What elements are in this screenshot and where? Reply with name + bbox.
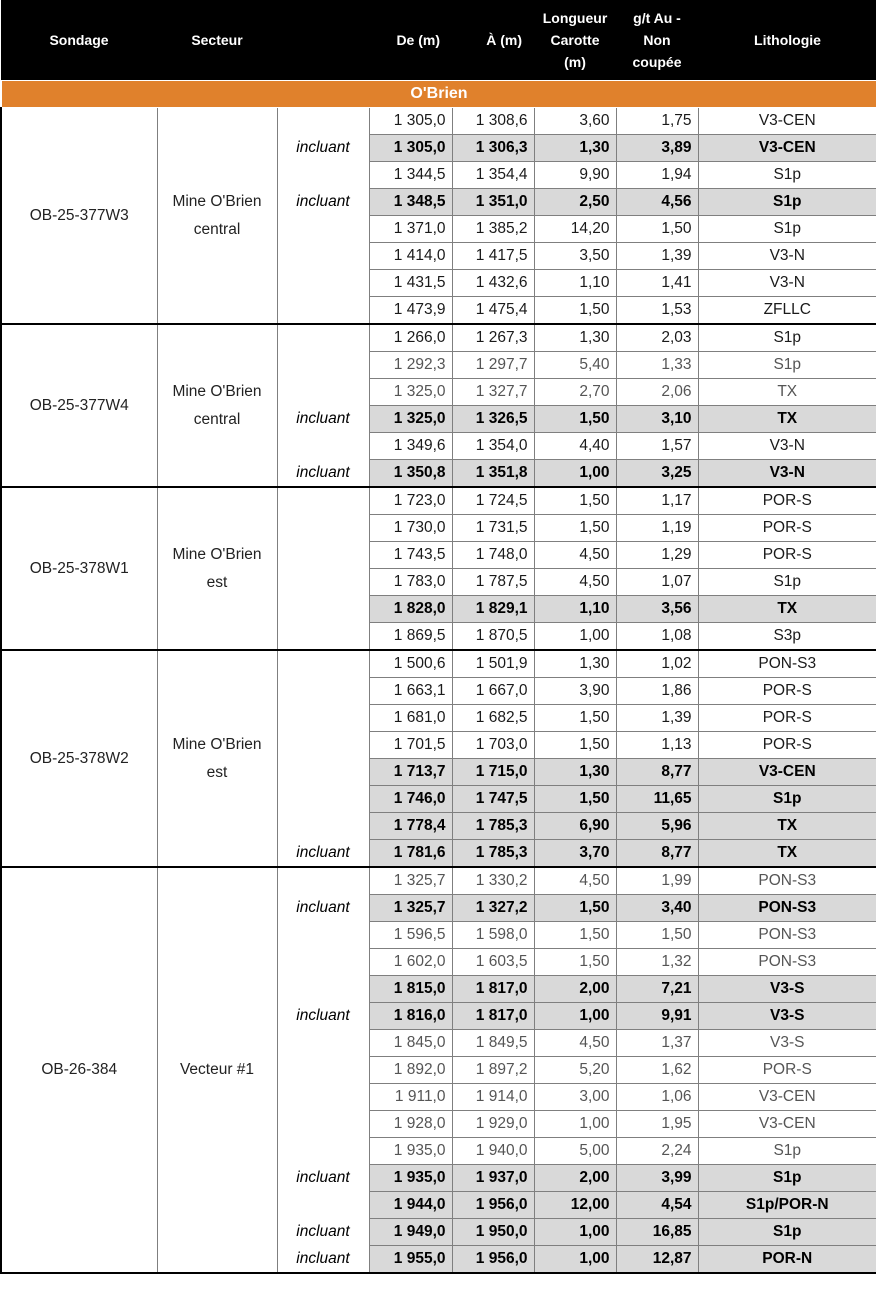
lithology-value: S1p — [698, 162, 876, 189]
lithology-value: ZFLLC — [698, 297, 876, 325]
length-value: 4,50 — [534, 1030, 616, 1057]
length-value: 1,00 — [534, 1003, 616, 1030]
secteur-line2: central — [193, 410, 241, 428]
incluant-label: incluant — [277, 189, 369, 216]
lithology-value: POR-S — [698, 515, 876, 542]
de-value: 1 414,0 — [369, 243, 452, 270]
grade-value: 12,87 — [616, 1246, 698, 1274]
grade-value: 1,99 — [616, 867, 698, 895]
incluant-label — [277, 705, 369, 732]
de-value: 1 349,6 — [369, 433, 452, 460]
secteur-line2: est — [206, 763, 228, 781]
grade-value: 5,96 — [616, 813, 698, 840]
grade-value: 1,62 — [616, 1057, 698, 1084]
grade-value: 1,19 — [616, 515, 698, 542]
length-value: 1,00 — [534, 1111, 616, 1138]
grade-value: 1,29 — [616, 542, 698, 569]
a-value: 1 501,9 — [452, 650, 534, 678]
length-value: 3,90 — [534, 678, 616, 705]
lithology-value: S1p — [698, 324, 876, 352]
length-value: 3,60 — [534, 108, 616, 135]
lithology-value: V3-N — [698, 460, 876, 488]
de-value: 1 869,5 — [369, 623, 452, 651]
incluant-label — [277, 596, 369, 623]
grade-value: 2,03 — [616, 324, 698, 352]
length-value: 5,40 — [534, 352, 616, 379]
incluant-label — [277, 216, 369, 243]
grade-value: 3,40 — [616, 895, 698, 922]
a-value: 1 297,7 — [452, 352, 534, 379]
header-gt-line2: Non — [643, 32, 671, 48]
secteur-cell — [157, 487, 277, 650]
header-secteur: Secteur — [157, 0, 277, 81]
header-longueur-line2: Carotte — [550, 32, 600, 48]
length-value: 1,10 — [534, 596, 616, 623]
lithology-value: POR-S — [698, 732, 876, 759]
grade-value: 1,02 — [616, 650, 698, 678]
lithology-value: V3-S — [698, 976, 876, 1003]
incluant-label — [277, 379, 369, 406]
incluant-label — [277, 162, 369, 189]
lithology-value: TX — [698, 840, 876, 868]
grade-value: 1,41 — [616, 270, 698, 297]
de-value: 1 473,9 — [369, 297, 452, 325]
lithology-value: POR-S — [698, 678, 876, 705]
lithology-value: S1p/POR-N — [698, 1192, 876, 1219]
de-value: 1 371,0 — [369, 216, 452, 243]
incluant-label: incluant — [277, 895, 369, 922]
a-value: 1 817,0 — [452, 1003, 534, 1030]
sondage-cell: OB-25-377W3 — [1, 108, 157, 325]
header-row — [1, 0, 876, 81]
a-value: 1 849,5 — [452, 1030, 534, 1057]
length-value: 6,90 — [534, 813, 616, 840]
lithology-value: PON-S3 — [698, 650, 876, 678]
length-value: 3,50 — [534, 243, 616, 270]
length-value: 1,50 — [534, 705, 616, 732]
secteur-line2: central — [193, 220, 241, 238]
incluant-label — [277, 324, 369, 352]
de-value: 1 325,0 — [369, 379, 452, 406]
a-value: 1 351,0 — [452, 189, 534, 216]
table-row — [1, 108, 876, 135]
grade-value: 8,77 — [616, 759, 698, 786]
grade-value: 3,25 — [616, 460, 698, 488]
lithology-value: PON-S3 — [698, 895, 876, 922]
grade-value: 11,65 — [616, 786, 698, 813]
de-value: 1 344,5 — [369, 162, 452, 189]
a-value: 1 667,0 — [452, 678, 534, 705]
grade-value: 1,33 — [616, 352, 698, 379]
length-value: 1,50 — [534, 949, 616, 976]
lithology-value: TX — [698, 596, 876, 623]
length-value: 5,00 — [534, 1138, 616, 1165]
incluant-label — [277, 922, 369, 949]
a-value: 1 354,4 — [452, 162, 534, 189]
a-value: 1 267,3 — [452, 324, 534, 352]
sondage-cell: OB-26-384 — [1, 867, 157, 1273]
de-value: 1 713,7 — [369, 759, 452, 786]
de-value: 1 596,5 — [369, 922, 452, 949]
incluant-label — [277, 569, 369, 596]
incluant-label — [277, 1138, 369, 1165]
grade-value: 16,85 — [616, 1219, 698, 1246]
secteur-cell — [157, 324, 277, 487]
secteur-cell — [157, 650, 277, 867]
incluant-label: incluant — [277, 406, 369, 433]
grade-value: 1,86 — [616, 678, 698, 705]
incluant-label — [277, 732, 369, 759]
lithology-value: S1p — [698, 1138, 876, 1165]
length-value: 4,40 — [534, 433, 616, 460]
a-value: 1 785,3 — [452, 840, 534, 868]
lithology-value: V3-CEN — [698, 135, 876, 162]
grade-value: 1,07 — [616, 569, 698, 596]
secteur-cell — [157, 867, 277, 1273]
header-longueur — [534, 0, 616, 81]
de-value: 1 730,0 — [369, 515, 452, 542]
grade-value: 1,57 — [616, 433, 698, 460]
de-value: 1 701,5 — [369, 732, 452, 759]
header-de: De (m) — [369, 0, 452, 81]
secteur-line1: Mine O'Brien — [172, 735, 262, 753]
incluant-label — [277, 515, 369, 542]
a-value: 1 475,4 — [452, 297, 534, 325]
de-value: 1 325,7 — [369, 867, 452, 895]
lithology-value: POR-N — [698, 1246, 876, 1274]
secteur-line2: est — [206, 573, 228, 591]
table-row — [1, 487, 876, 515]
lithology-value: POR-S — [698, 487, 876, 515]
incluant-label — [277, 433, 369, 460]
a-value: 1 682,5 — [452, 705, 534, 732]
grade-value: 2,06 — [616, 379, 698, 406]
lithology-value: TX — [698, 379, 876, 406]
de-value: 1 746,0 — [369, 786, 452, 813]
de-value: 1 928,0 — [369, 1111, 452, 1138]
grade-value: 1,39 — [616, 705, 698, 732]
length-value: 2,50 — [534, 189, 616, 216]
grade-value: 3,10 — [616, 406, 698, 433]
lithology-value: PON-S3 — [698, 867, 876, 895]
grade-value: 9,91 — [616, 1003, 698, 1030]
a-value: 1 956,0 — [452, 1192, 534, 1219]
incluant-label: incluant — [277, 135, 369, 162]
a-value: 1 748,0 — [452, 542, 534, 569]
lithology-value: POR-S — [698, 705, 876, 732]
de-value: 1 500,6 — [369, 650, 452, 678]
a-value: 1 603,5 — [452, 949, 534, 976]
lithology-value: TX — [698, 813, 876, 840]
a-value: 1 929,0 — [452, 1111, 534, 1138]
incluant-label — [277, 786, 369, 813]
length-value: 1,30 — [534, 324, 616, 352]
length-value: 1,30 — [534, 759, 616, 786]
incluant-label — [277, 270, 369, 297]
incluant-label — [277, 487, 369, 515]
length-value: 14,20 — [534, 216, 616, 243]
lithology-value: S1p — [698, 1165, 876, 1192]
de-value: 1 949,0 — [369, 1219, 452, 1246]
lithology-value: S1p — [698, 786, 876, 813]
incluant-label — [277, 623, 369, 651]
incluant-label — [277, 1192, 369, 1219]
incluant-label — [277, 1111, 369, 1138]
de-value: 1 781,6 — [369, 840, 452, 868]
secteur-line1: Mine O'Brien — [172, 545, 262, 563]
grade-value: 1,95 — [616, 1111, 698, 1138]
incluant-label: incluant — [277, 1219, 369, 1246]
incluant-label: incluant — [277, 1165, 369, 1192]
grade-value: 1,50 — [616, 216, 698, 243]
length-value: 4,50 — [534, 569, 616, 596]
de-value: 1 602,0 — [369, 949, 452, 976]
grade-value: 1,06 — [616, 1084, 698, 1111]
a-value: 1 914,0 — [452, 1084, 534, 1111]
header-a: À (m) — [452, 0, 534, 81]
de-value: 1 892,0 — [369, 1057, 452, 1084]
grade-value: 1,32 — [616, 949, 698, 976]
length-value: 1,50 — [534, 297, 616, 325]
lithology-value: S1p — [698, 1219, 876, 1246]
incluant-label — [277, 678, 369, 705]
lithology-value: V3-CEN — [698, 759, 876, 786]
lithology-value: S3p — [698, 623, 876, 651]
lithology-value: TX — [698, 406, 876, 433]
length-value: 1,00 — [534, 1246, 616, 1274]
de-value: 1 955,0 — [369, 1246, 452, 1274]
grade-value: 1,08 — [616, 623, 698, 651]
secteur-line1: Vecteur #1 — [179, 1061, 255, 1078]
de-value: 1 828,0 — [369, 596, 452, 623]
lithology-value: PON-S3 — [698, 949, 876, 976]
a-value: 1 956,0 — [452, 1246, 534, 1274]
incluant-label — [277, 1057, 369, 1084]
incluant-label — [277, 352, 369, 379]
grade-value: 8,77 — [616, 840, 698, 868]
a-value: 1 897,2 — [452, 1057, 534, 1084]
header-sondage: Sondage — [1, 0, 157, 81]
header-gt-au — [616, 0, 698, 81]
incluant-label: incluant — [277, 1246, 369, 1274]
incluant-label — [277, 1084, 369, 1111]
header-lithologie: Lithologie — [698, 0, 876, 81]
length-value: 12,00 — [534, 1192, 616, 1219]
lithology-value: V3-CEN — [698, 108, 876, 135]
grade-value: 1,13 — [616, 732, 698, 759]
grade-value: 7,21 — [616, 976, 698, 1003]
incluant-label — [277, 976, 369, 1003]
lithology-value: S1p — [698, 569, 876, 596]
de-value: 1 350,8 — [369, 460, 452, 488]
length-value: 4,50 — [534, 867, 616, 895]
incluant-label — [277, 297, 369, 325]
a-value: 1 354,0 — [452, 433, 534, 460]
a-value: 1 351,8 — [452, 460, 534, 488]
length-value: 3,70 — [534, 840, 616, 868]
table-row — [1, 324, 876, 352]
incluant-label — [277, 650, 369, 678]
lithology-value: V3-S — [698, 1030, 876, 1057]
length-value: 2,70 — [534, 379, 616, 406]
incluant-label — [277, 1030, 369, 1057]
incluant-label — [277, 542, 369, 569]
length-value: 2,00 — [534, 1165, 616, 1192]
header-longueur-line3: (m) — [564, 54, 586, 70]
grade-value: 1,39 — [616, 243, 698, 270]
de-value: 1 266,0 — [369, 324, 452, 352]
sondage-cell: OB-25-377W4 — [1, 324, 157, 487]
grade-value: 1,17 — [616, 487, 698, 515]
length-value: 1,30 — [534, 650, 616, 678]
de-value: 1 783,0 — [369, 569, 452, 596]
grade-value: 4,54 — [616, 1192, 698, 1219]
grade-value: 3,99 — [616, 1165, 698, 1192]
a-value: 1 747,5 — [452, 786, 534, 813]
header-longueur-line1: Longueur — [542, 10, 608, 26]
incluant-label: incluant — [277, 1003, 369, 1030]
length-value: 1,50 — [534, 487, 616, 515]
secteur-cell — [157, 108, 277, 325]
grade-value: 1,94 — [616, 162, 698, 189]
de-value: 1 935,0 — [369, 1165, 452, 1192]
lithology-value: V3-CEN — [698, 1111, 876, 1138]
de-value: 1 743,5 — [369, 542, 452, 569]
length-value: 3,00 — [534, 1084, 616, 1111]
de-value: 1 815,0 — [369, 976, 452, 1003]
a-value: 1 417,5 — [452, 243, 534, 270]
length-value: 1,50 — [534, 922, 616, 949]
de-value: 1 778,4 — [369, 813, 452, 840]
sector-row — [1, 81, 876, 108]
a-value: 1 715,0 — [452, 759, 534, 786]
incluant-label: incluant — [277, 840, 369, 868]
table-row — [1, 650, 876, 678]
length-value: 1,30 — [534, 135, 616, 162]
table-row — [1, 867, 876, 895]
grade-value: 2,24 — [616, 1138, 698, 1165]
a-value: 1 731,5 — [452, 515, 534, 542]
de-value: 1 325,7 — [369, 895, 452, 922]
grade-value: 1,53 — [616, 297, 698, 325]
de-value: 1 663,1 — [369, 678, 452, 705]
lithology-value: V3-N — [698, 243, 876, 270]
a-value: 1 306,3 — [452, 135, 534, 162]
a-value: 1 330,2 — [452, 867, 534, 895]
a-value: 1 385,2 — [452, 216, 534, 243]
secteur-line1: Mine O'Brien — [172, 192, 262, 210]
de-value: 1 944,0 — [369, 1192, 452, 1219]
a-value: 1 950,0 — [452, 1219, 534, 1246]
incluant-label — [277, 108, 369, 135]
header-gt-line1: g/t Au - — [633, 10, 681, 26]
incluant-label: incluant — [277, 460, 369, 488]
grade-value: 4,56 — [616, 189, 698, 216]
lithology-value: V3-N — [698, 433, 876, 460]
de-value: 1 911,0 — [369, 1084, 452, 1111]
a-value: 1 817,0 — [452, 976, 534, 1003]
header-gt-line3: coupée — [632, 54, 682, 70]
a-value: 1 940,0 — [452, 1138, 534, 1165]
length-value: 1,00 — [534, 1219, 616, 1246]
incluant-label — [277, 243, 369, 270]
sondage-cell: OB-25-378W1 — [1, 487, 157, 650]
length-value: 1,00 — [534, 460, 616, 488]
length-value: 2,00 — [534, 976, 616, 1003]
a-value: 1 326,5 — [452, 406, 534, 433]
grade-value: 1,50 — [616, 922, 698, 949]
lithology-value: PON-S3 — [698, 922, 876, 949]
lithology-value: V3-N — [698, 270, 876, 297]
grade-value: 3,56 — [616, 596, 698, 623]
lithology-value: V3-S — [698, 1003, 876, 1030]
length-value: 5,20 — [534, 1057, 616, 1084]
lithology-value: V3-CEN — [698, 1084, 876, 1111]
a-value: 1 598,0 — [452, 922, 534, 949]
length-value: 1,00 — [534, 623, 616, 651]
incluant-label — [277, 949, 369, 976]
a-value: 1 432,6 — [452, 270, 534, 297]
length-value: 9,90 — [534, 162, 616, 189]
header-blank — [277, 0, 369, 81]
sondage-cell: OB-25-378W2 — [1, 650, 157, 867]
de-value: 1 305,0 — [369, 108, 452, 135]
sector-label: O'Brien — [1, 81, 876, 108]
de-value: 1 431,5 — [369, 270, 452, 297]
de-value: 1 348,5 — [369, 189, 452, 216]
lithology-value: S1p — [698, 189, 876, 216]
length-value: 1,50 — [534, 732, 616, 759]
lithology-value: POR-S — [698, 1057, 876, 1084]
de-value: 1 723,0 — [369, 487, 452, 515]
a-value: 1 308,6 — [452, 108, 534, 135]
a-value: 1 703,0 — [452, 732, 534, 759]
a-value: 1 937,0 — [452, 1165, 534, 1192]
length-value: 1,50 — [534, 786, 616, 813]
length-value: 1,50 — [534, 515, 616, 542]
grade-value: 1,75 — [616, 108, 698, 135]
a-value: 1 724,5 — [452, 487, 534, 515]
de-value: 1 816,0 — [369, 1003, 452, 1030]
incluant-label — [277, 867, 369, 895]
incluant-label — [277, 759, 369, 786]
a-value: 1 870,5 — [452, 623, 534, 651]
lithology-value: POR-S — [698, 542, 876, 569]
lithology-value: S1p — [698, 352, 876, 379]
length-value: 1,50 — [534, 406, 616, 433]
incluant-label — [277, 813, 369, 840]
a-value: 1 787,5 — [452, 569, 534, 596]
de-value: 1 935,0 — [369, 1138, 452, 1165]
grade-value: 3,89 — [616, 135, 698, 162]
lithology-value: S1p — [698, 216, 876, 243]
length-value: 1,50 — [534, 895, 616, 922]
de-value: 1 845,0 — [369, 1030, 452, 1057]
grade-value: 1,37 — [616, 1030, 698, 1057]
de-value: 1 681,0 — [369, 705, 452, 732]
secteur-line1: Mine O'Brien — [172, 382, 262, 400]
de-value: 1 292,3 — [369, 352, 452, 379]
length-value: 1,10 — [534, 270, 616, 297]
a-value: 1 327,7 — [452, 379, 534, 406]
a-value: 1 327,2 — [452, 895, 534, 922]
de-value: 1 325,0 — [369, 406, 452, 433]
a-value: 1 829,1 — [452, 596, 534, 623]
a-value: 1 785,3 — [452, 813, 534, 840]
length-value: 4,50 — [534, 542, 616, 569]
de-value: 1 305,0 — [369, 135, 452, 162]
